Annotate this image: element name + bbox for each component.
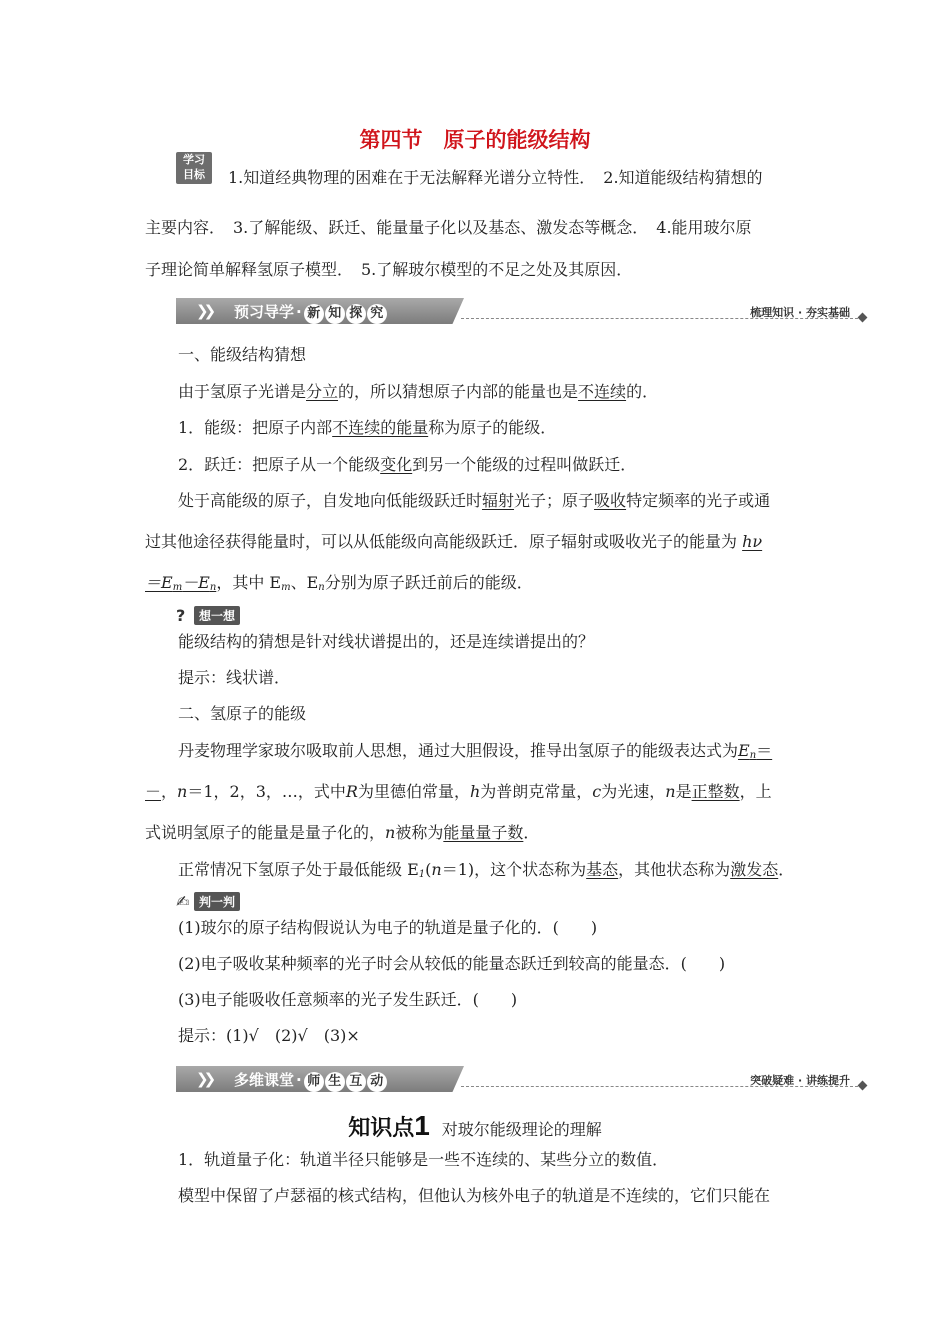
banner-char: 知 (325, 304, 345, 324)
think-tag (176, 606, 240, 624)
paragraph: $=E_m-E_n$，其中 $E_m$、$E_n$分别为原子跃迁前后的能级． (145, 573, 533, 593)
paragraph: 过其他途径获得能量时，可以从低能级向高能级跃迁．原子辐射或吸收光子的能量为 hν (145, 532, 763, 551)
paragraph: 式说明氢原子的能量是量子化的，n被称为能量量子数． (145, 823, 540, 842)
paragraph: 由于氢原子光谱是分立的，所以猜想原子内部的能量也是不连续的． (178, 382, 659, 401)
paragraph: 1．轨道量子化：轨道半径只能够是一些不连续的、某些分立的数值． (178, 1150, 669, 1169)
banner-right-text: 突破疑难 · 讲练提升 (750, 1074, 850, 1087)
think-question: 能级结构的猜想是针对线状谱提出的，还是连续谱提出的？ (178, 632, 595, 651)
judge-tag (176, 892, 240, 910)
goals-line-2: 主要内容． 3.了解能级、跃迁、能量量子化以及基态、激发态等概念． 4.能用玻尔原 (145, 218, 752, 237)
paragraph: 模型中保留了卢瑟福的核式结构，但他认为核外电子的轨道是不连续的，它们只能在 (178, 1186, 771, 1205)
kp-label: 知识点 (348, 1116, 415, 1141)
banner-title (234, 301, 388, 324)
judge-question: (1)玻尔的原子结构假说认为电子的轨道是量子化的．( ) (178, 918, 598, 937)
section-heading: 二、氢原子的能级 (178, 704, 307, 723)
paragraph: 2．跃迁：把原子从一个能级变化到另一个能级的过程叫做跃迁． (178, 455, 637, 474)
question-icon: ? (176, 605, 186, 625)
banner-right-text: 梳理知识 · 夯实基础 (750, 306, 850, 319)
chevron-icon: ❯❯ (196, 302, 212, 320)
paragraph: 正常情况下氢原子处于最低能级 $E_1(n=1)$，这个状态称为基态，其他状态称为激发态． (178, 860, 795, 880)
banner-char: 新 (304, 304, 324, 324)
judge-question: (2)电子吸收某种频率的光子时会从较低的能量态跃迁到较高的能量态．( ) (178, 954, 726, 973)
paragraph: 1．能级：把原子内部不连续的能量称为原子的能级． (178, 418, 557, 437)
paragraph: 处于高能级的原子，自发地向低能级跃迁时辐射光子；原子吸收特定频率的光子或通 (178, 491, 771, 510)
banner-char: 师 (304, 1072, 324, 1092)
kp-number: 1 (414, 1110, 430, 1141)
learning-goal-badge (176, 152, 212, 184)
banner-char: 生 (325, 1072, 345, 1092)
paragraph: 丹麦物理学家玻尔吸取前人思想，通过大胆假设，推导出氢原子的能级表达式为$E_n=$ (178, 741, 773, 761)
judge-label: 判一判 (194, 892, 240, 911)
banner-char: 互 (346, 1072, 366, 1092)
banner-title (234, 1069, 388, 1092)
banner-title-main: 多维课堂 (234, 1071, 295, 1089)
badge-bottom: 目标 (183, 168, 205, 181)
diamond-icon (858, 313, 868, 323)
badge-top: 学习 (183, 153, 205, 166)
banner-char: 探 (346, 304, 366, 324)
chevron-icon: ❯❯ (196, 1070, 212, 1088)
section-banner-preview (176, 298, 866, 324)
paragraph: －，n＝1，2，3，…，式中R为里德伯常量，h为普朗克常量，c为光速，n是正整数，上 (145, 782, 772, 801)
section-banner-class (176, 1066, 866, 1092)
section-heading: 一、能级结构猜想 (178, 345, 307, 364)
goals-line-3: 子理论简单解释氢原子模型． 5.了解玻尔模型的不足之处及其原因． (145, 260, 633, 279)
page-title: 第四节 原子的能级结构 (359, 128, 591, 152)
judge-answer: 提示：(1)√ (2)√ (3)× (178, 1026, 360, 1045)
think-label: 想一想 (194, 606, 240, 625)
pen-icon: ✍ (176, 891, 190, 911)
judge-question: (3)电子能吸收任意频率的光子发生跃迁．( ) (178, 990, 518, 1009)
kp-title: 对玻尔能级理论的理解 (441, 1120, 602, 1139)
goals-line-1: 1.知道经典物理的困难在于无法解释光谱分立特性． 2.知道能级结构猜想的 (228, 168, 763, 187)
diamond-icon (858, 1081, 868, 1091)
think-answer: 提示：线状谱． (178, 668, 291, 687)
knowledge-point-heading (0, 1110, 950, 1142)
banner-char: 动 (367, 1072, 387, 1092)
banner-dot: · (296, 1071, 302, 1089)
banner-char: 究 (367, 304, 387, 324)
banner-title-main: 预习导学 (234, 303, 295, 321)
banner-dot: · (296, 303, 302, 321)
